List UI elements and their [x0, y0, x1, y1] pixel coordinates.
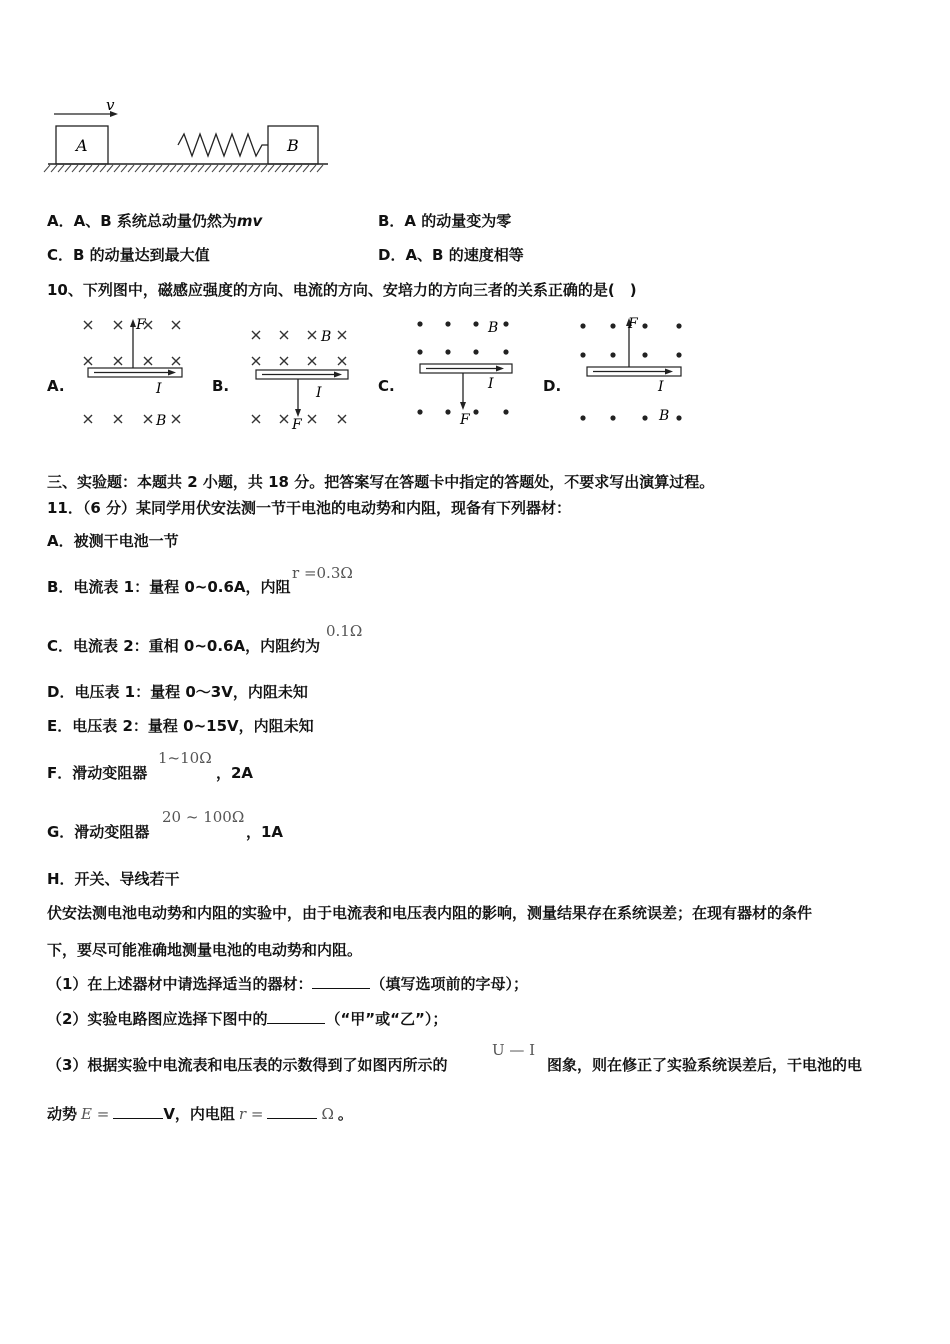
field-into-page-mark — [252, 415, 260, 423]
block-a-label: A — [76, 136, 88, 155]
force-label: F — [460, 412, 470, 428]
answer-blank-r[interactable] — [267, 1104, 317, 1119]
hatch-mark — [100, 165, 106, 172]
hatch-mark — [184, 165, 190, 172]
hatch-mark — [233, 165, 239, 172]
q9-option-d[interactable]: D．A、B 的速度相等 — [378, 246, 524, 264]
q11-part1: （1）在上述器材中请选择适当的器材： （填写选项前的字母）； — [47, 975, 528, 993]
field-into-page-mark — [308, 331, 316, 339]
field-out-of-page-mark — [610, 352, 615, 357]
hatch-mark — [191, 165, 197, 172]
field-out-of-page-mark — [642, 415, 647, 420]
q11-item-g: G．滑动变阻器 — [47, 823, 150, 841]
field-out-of-page-mark — [503, 409, 508, 414]
q11-intro-line1: 伏安法测电池电动势和内阻的实验中，由于电流表和电压表内阻的影响，测量结果存在系统误差；在现有器材的条件 — [47, 904, 813, 922]
field-out-of-page-mark — [676, 415, 681, 420]
hatch-mark — [275, 165, 281, 172]
field-into-page-mark — [172, 357, 180, 365]
block-b-label: B — [287, 136, 299, 155]
ground-hatching — [44, 165, 323, 172]
hatch-mark — [247, 165, 253, 172]
field-out-of-page-mark — [503, 321, 508, 326]
section3-heading: 三、实验题：本题共 2 小题，共 18 分。把答案写在答题卡中指定的答题处，不要求写出演算过程。 — [47, 473, 715, 491]
field-out-of-page-mark — [473, 409, 478, 414]
field-into-page-mark — [114, 415, 122, 423]
force-label: F — [292, 417, 302, 433]
hatch-mark — [240, 165, 246, 172]
hatch-mark — [219, 165, 225, 172]
emf-symbol: E = — [81, 1105, 110, 1123]
q11-stem: 11．（6 分）某同学用伏安法测一节干电池的电动势和内阻，现备有下列器材： — [47, 499, 572, 517]
field-into-page-mark — [252, 357, 260, 365]
field-out-of-page-mark — [445, 409, 450, 414]
field-into-page-mark — [172, 321, 180, 329]
field-label: B — [156, 413, 167, 429]
hatch-mark — [72, 165, 78, 172]
field-label: B — [321, 329, 332, 345]
q10-option-b-letter[interactable]: B. — [212, 377, 230, 395]
answer-blank-2[interactable] — [267, 1009, 325, 1024]
field-into-page-mark — [280, 357, 288, 365]
field-out-of-page-mark — [580, 352, 585, 357]
q10-option-a-letter[interactable]: A. — [47, 377, 65, 395]
field-out-of-page-mark — [580, 415, 585, 420]
hatch-mark — [79, 165, 85, 172]
q10-diagram-b[interactable] — [242, 315, 357, 433]
field-into-page-mark — [308, 415, 316, 423]
velocity-label: v — [106, 96, 115, 114]
field-into-page-mark — [144, 415, 152, 423]
q10-diagram-a[interactable] — [76, 315, 191, 430]
hatch-mark — [128, 165, 134, 172]
q10-diagram-c[interactable] — [408, 312, 523, 430]
hatch-mark — [296, 165, 302, 172]
hatch-mark — [114, 165, 120, 172]
hatch-mark — [177, 165, 183, 172]
q10-diagram-d[interactable] — [573, 312, 688, 430]
q11-item-f: F．滑动变阻器 — [47, 764, 148, 782]
q9-option-c[interactable]: C．B 的动量达到最大值 — [47, 246, 210, 264]
field-out-of-page-mark — [642, 352, 647, 357]
hatch-mark — [44, 165, 50, 172]
hatch-mark — [156, 165, 162, 172]
ohm-symbol: Ω — [321, 1105, 334, 1123]
field-out-of-page-mark — [445, 321, 450, 326]
q11-item-c-math: 0.1Ω — [326, 622, 363, 640]
field-out-of-page-mark — [473, 321, 478, 326]
field-out-of-page-mark — [417, 409, 422, 414]
field-out-of-page-mark — [417, 321, 422, 326]
q10-stem: 10、下列图中，磁感应强度的方向、电流的方向、安培力的方向三者的关系正确的是( ) — [47, 281, 637, 299]
answer-blank-1[interactable] — [312, 974, 370, 989]
current-label: I — [156, 381, 162, 397]
hatch-mark — [170, 165, 176, 172]
field-into-page-mark — [84, 357, 92, 365]
hatch-mark — [205, 165, 211, 172]
answer-blank-emf[interactable] — [113, 1104, 163, 1119]
q11-item-h: H．开关、导线若干 — [47, 870, 180, 888]
hatch-mark — [261, 165, 267, 172]
hatch-mark — [86, 165, 92, 172]
field-out-of-page-mark — [676, 352, 681, 357]
q11-part3-math: U — I — [492, 1041, 536, 1059]
hatch-mark — [226, 165, 232, 172]
hatch-mark — [268, 165, 274, 172]
hatch-mark — [135, 165, 141, 172]
hatch-mark — [282, 165, 288, 172]
hatch-mark — [254, 165, 260, 172]
current-label: I — [658, 379, 664, 395]
hatch-mark — [142, 165, 148, 172]
q11-part4: 动势 E = V，内电阻 r = Ω 。 — [47, 1105, 353, 1123]
hatch-mark — [65, 165, 71, 172]
hatch-mark — [58, 165, 64, 172]
field-into-page-mark — [338, 357, 346, 365]
q11-item-f-tail: ，2A — [216, 764, 254, 782]
q11-item-b-math: r =0.3Ω — [292, 564, 353, 582]
field-into-page-mark — [280, 331, 288, 339]
q11-part2: （2）实验电路图应选择下图中的 （“甲”或“乙”）； — [47, 1010, 448, 1028]
force-arrowhead — [460, 402, 466, 410]
field-out-of-page-mark — [610, 323, 615, 328]
hatch-mark — [149, 165, 155, 172]
field-into-page-mark — [84, 321, 92, 329]
q11-item-e: E．电压表 2：量程 0~15V，内阻未知 — [47, 717, 314, 735]
field-into-page-mark — [252, 331, 260, 339]
field-out-of-page-mark — [417, 349, 422, 354]
hatch-mark — [51, 165, 57, 172]
hatch-mark — [163, 165, 169, 172]
q9-option-a[interactable]: A．A、B 系统总动量仍然为mv — [47, 212, 263, 230]
field-out-of-page-mark — [473, 349, 478, 354]
field-out-of-page-mark — [580, 323, 585, 328]
hatch-mark — [93, 165, 99, 172]
force-label: F — [136, 317, 146, 333]
hatch-mark — [303, 165, 309, 172]
force-label: F — [628, 316, 638, 332]
field-into-page-mark — [114, 357, 122, 365]
spring — [178, 134, 268, 156]
field-into-page-mark — [172, 415, 180, 423]
field-out-of-page-mark — [642, 323, 647, 328]
resistance-symbol: r = — [238, 1105, 264, 1123]
q11-intro-line2: 下，要尽可能准确地测量电池的电动势和内阻。 — [47, 941, 363, 959]
q11-part3-tail: 图象，则在修正了实验系统误差后，干电池的电 — [547, 1056, 863, 1074]
q11-item-g-tail: ，1A — [246, 823, 284, 841]
field-into-page-mark — [84, 415, 92, 423]
q11-item-f-math: 1~10Ω — [158, 749, 212, 767]
q11-item-a: A．被测干电池一节 — [47, 532, 179, 550]
field-into-page-mark — [308, 357, 316, 365]
force-arrowhead — [295, 409, 301, 417]
hatch-mark — [212, 165, 218, 172]
field-into-page-mark — [338, 331, 346, 339]
field-into-page-mark — [280, 415, 288, 423]
field-label: B — [488, 320, 499, 336]
q11-item-g-math: 20 ~ 100Ω — [162, 808, 245, 826]
hatch-mark — [289, 165, 295, 172]
field-out-of-page-mark — [610, 415, 615, 420]
q11-part3: （3）根据实验中电流表和电压表的示数得到了如图丙所示的 — [47, 1056, 448, 1074]
current-label: I — [488, 376, 494, 392]
collision-figure — [40, 92, 340, 177]
q11-item-d: D．电压表 1：量程 0～3V，内阻未知 — [47, 683, 308, 701]
hatch-mark — [198, 165, 204, 172]
q11-item-c: C．电流表 2：重相 0~0.6A，内阻约为 — [47, 637, 321, 655]
q10-option-c-letter[interactable]: C. — [378, 377, 395, 395]
hatch-mark — [107, 165, 113, 172]
q9-option-b[interactable]: B．A 的动量变为零 — [378, 212, 512, 230]
field-into-page-mark — [114, 321, 122, 329]
field-label: B — [659, 408, 670, 424]
hatch-mark — [317, 165, 323, 172]
field-out-of-page-mark — [503, 349, 508, 354]
field-out-of-page-mark — [676, 323, 681, 328]
field-into-page-mark — [144, 357, 152, 365]
field-out-of-page-mark — [445, 349, 450, 354]
q11-item-b: B．电流表 1：量程 0~0.6A，内阻 — [47, 578, 291, 596]
field-into-page-mark — [338, 415, 346, 423]
hatch-mark — [310, 165, 316, 172]
q10-option-d-letter[interactable]: D. — [543, 377, 562, 395]
current-label: I — [316, 385, 322, 401]
hatch-mark — [121, 165, 127, 172]
